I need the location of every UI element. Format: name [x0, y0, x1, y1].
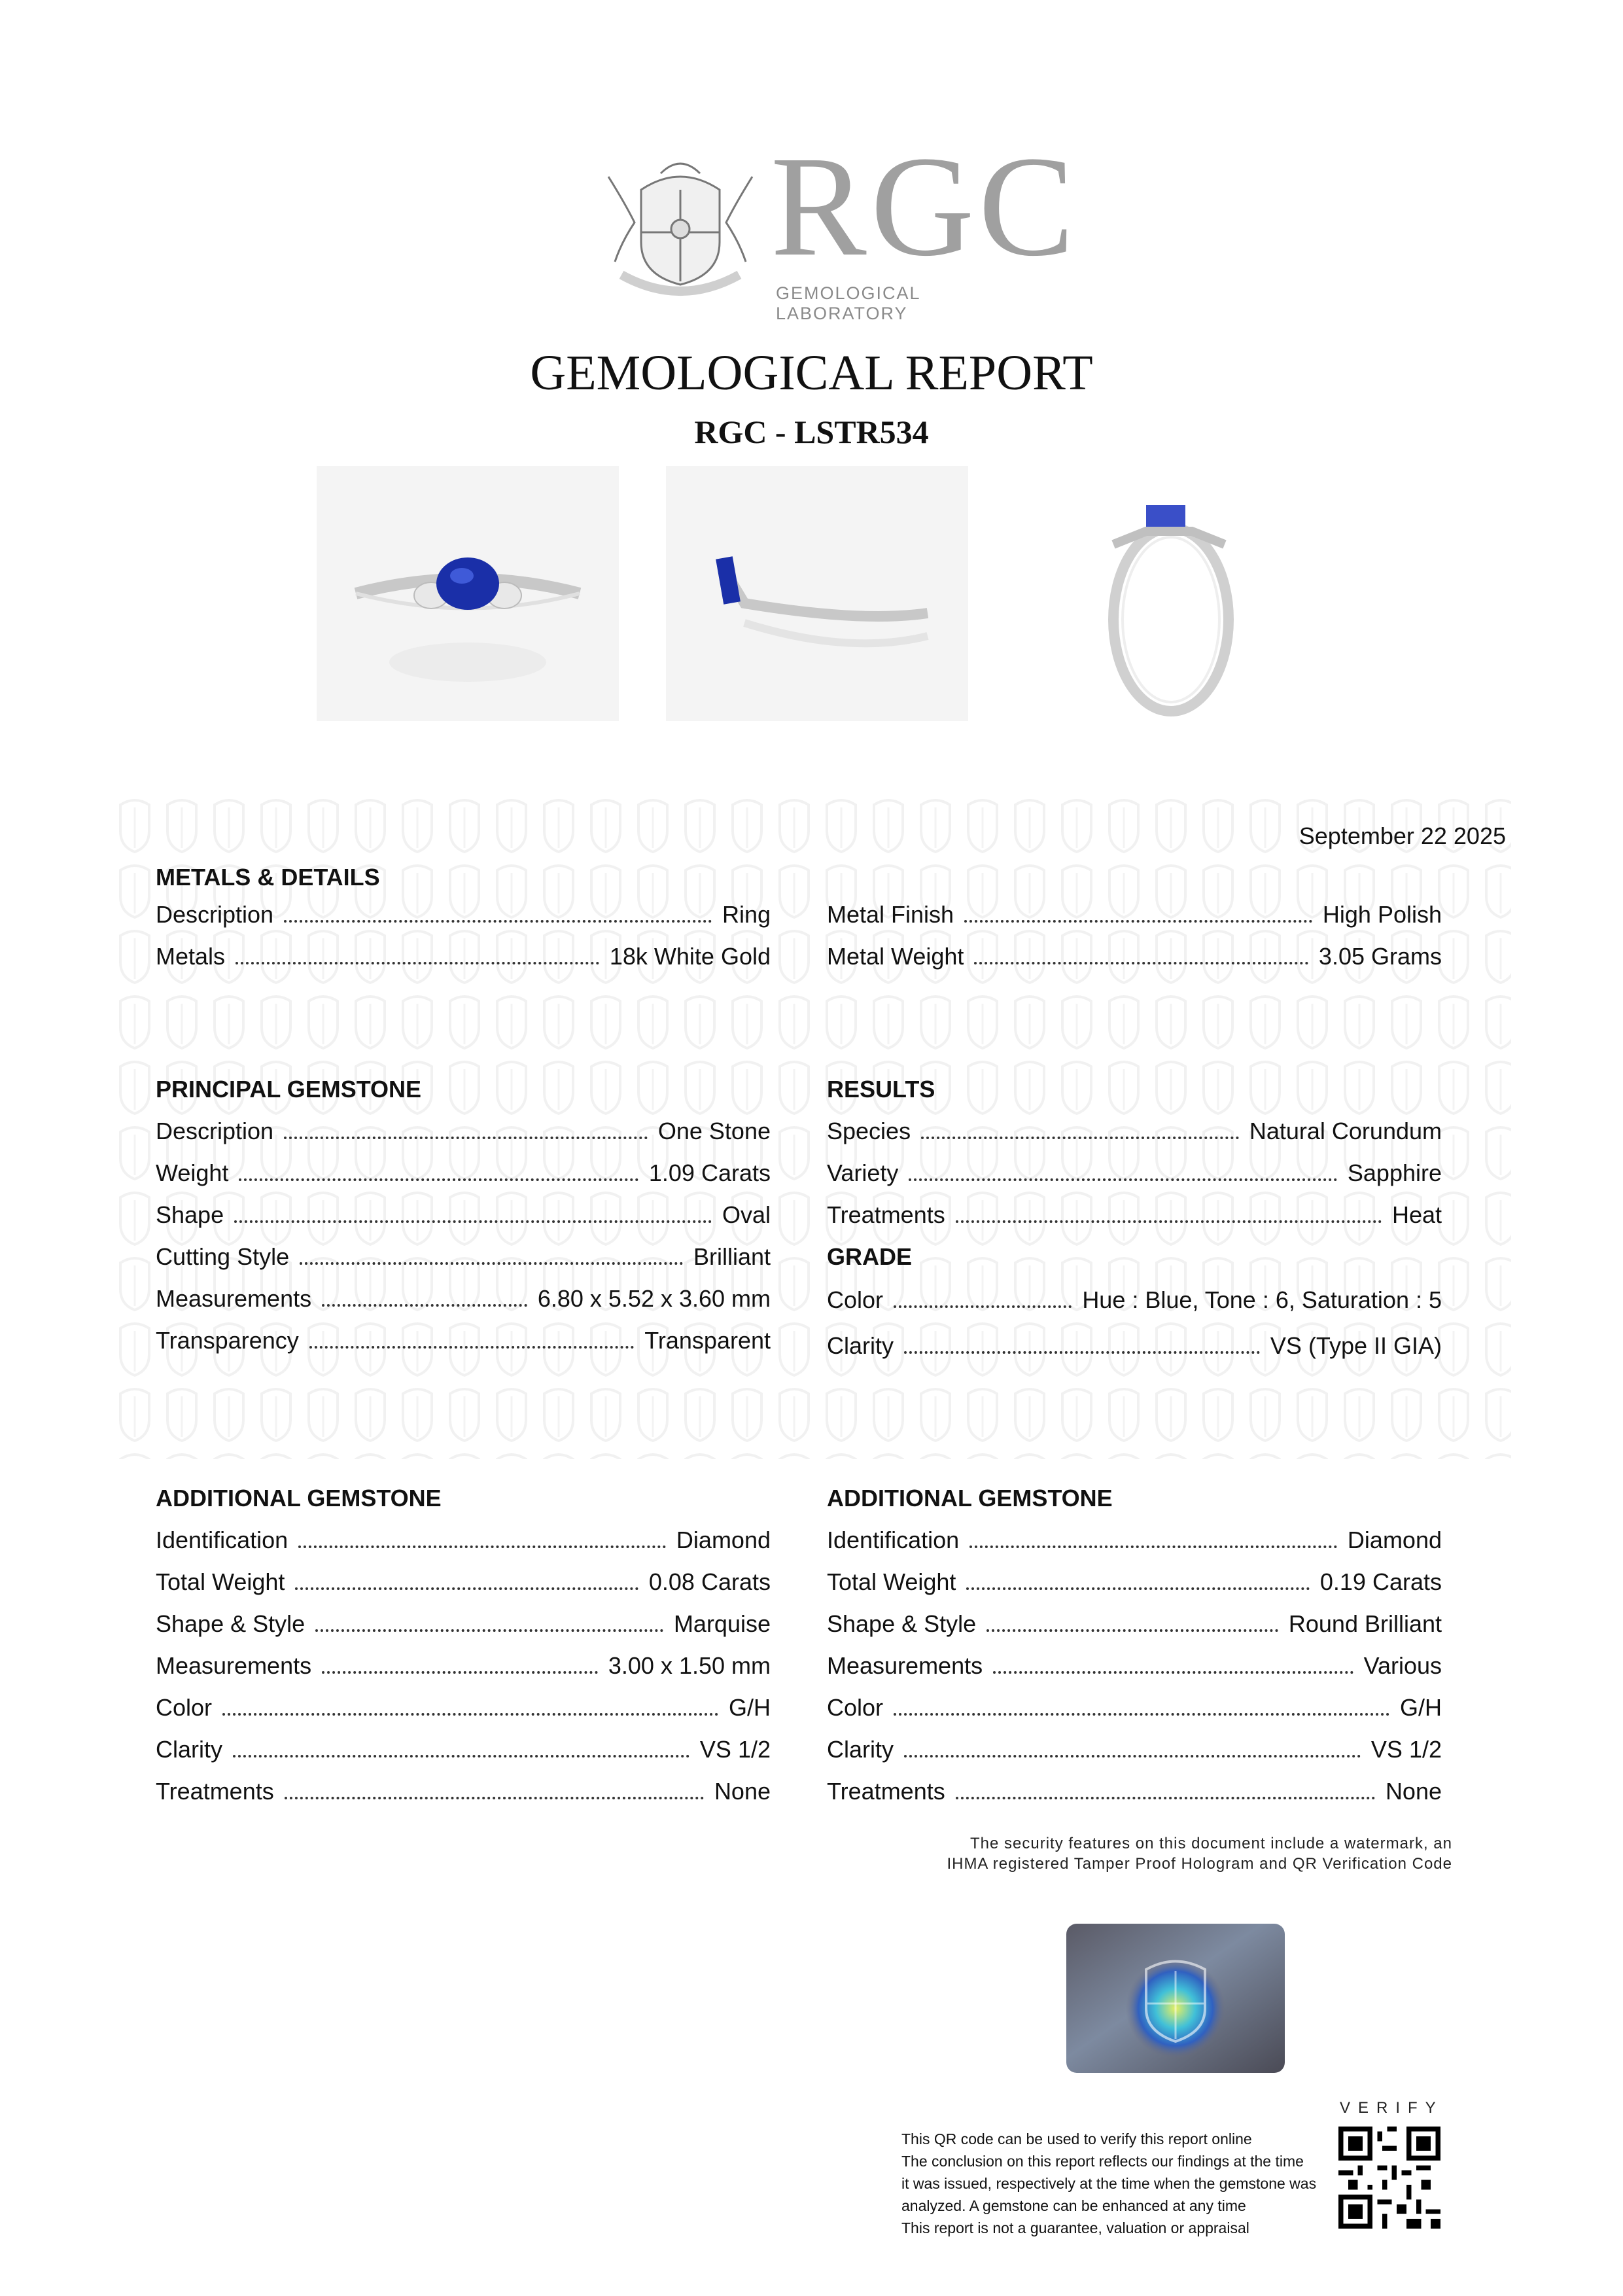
metals-left-list	[156, 900, 771, 983]
additional-heading: ADDITIONAL GEMSTONE	[156, 1485, 442, 1511]
metals-right-list	[827, 900, 1442, 983]
list-item	[156, 942, 771, 983]
field-label: Total Weight	[156, 1568, 285, 1595]
list-item	[827, 1200, 1442, 1242]
field-value: G/H	[1399, 1694, 1442, 1721]
field-label: Weight	[156, 1159, 229, 1186]
list-item	[156, 1776, 771, 1818]
results-heading: RESULTS	[827, 1076, 935, 1103]
ring-front-photo	[317, 466, 619, 721]
ring-side-photo	[666, 466, 968, 721]
field-label: Metal Weight	[827, 943, 964, 970]
list-item	[156, 1735, 771, 1776]
list-item	[827, 1116, 1442, 1158]
field-label: Clarity	[156, 1736, 223, 1763]
field-value: Brilliant	[693, 1243, 771, 1270]
field-label: Species	[827, 1118, 911, 1144]
results-section	[827, 1074, 1442, 1373]
field-value: 1.09 Carats	[648, 1159, 771, 1186]
field-label: Shape & Style	[156, 1610, 305, 1637]
list-item	[156, 1116, 771, 1158]
ring-top-photo	[1015, 466, 1318, 721]
field-label: Identification	[156, 1527, 288, 1553]
field-value: 18k White Gold	[609, 943, 771, 970]
field-value: Oval	[722, 1201, 771, 1228]
list-item	[827, 1776, 1442, 1818]
field-value: G/H	[728, 1694, 771, 1721]
logo-wordmark: RGC	[771, 126, 1079, 286]
qr-note-line: it was issued, respectively at the time when the gemstone was	[901, 2175, 1317, 2192]
field-label: Identification	[827, 1527, 960, 1553]
field-value: VS 1/2	[699, 1736, 771, 1763]
list-item	[156, 1242, 771, 1284]
metals-heading: METALS & DETAILS	[156, 864, 380, 891]
qr-note-line: analyzed. A gemstone can be enhanced at any time	[901, 2197, 1246, 2214]
list-item	[156, 1567, 771, 1609]
field-value: Various	[1363, 1652, 1442, 1679]
field-value: One Stone	[657, 1118, 771, 1144]
field-label: Treatments	[827, 1201, 945, 1228]
field-label: Measurements	[156, 1285, 312, 1312]
grade-heading: GRADE	[827, 1243, 913, 1270]
field-value: Ring	[722, 901, 771, 928]
field-value: 3.05 Grams	[1318, 943, 1442, 970]
field-label: Cutting Style	[156, 1243, 290, 1270]
field-label: Treatments	[827, 1778, 945, 1805]
list-item	[827, 900, 1442, 942]
principal-gemstone-section	[156, 1074, 771, 1368]
list-item	[827, 1331, 1442, 1373]
field-label: Color	[156, 1694, 213, 1721]
security-note	[909, 1833, 1452, 1874]
field-value: High Polish	[1322, 901, 1442, 928]
field-label: Color	[827, 1286, 884, 1313]
list-item	[156, 1609, 771, 1651]
list-item	[156, 1651, 771, 1693]
field-label: Color	[827, 1694, 884, 1721]
list-item	[156, 1200, 771, 1242]
field-label: Measurements	[827, 1652, 983, 1679]
list-item	[827, 1285, 1442, 1331]
field-value: None	[1385, 1778, 1442, 1805]
report-date: September 22 2025	[1299, 822, 1506, 849]
qr-note-line: This report is not a guarantee, valuation or appraisal	[901, 2219, 1249, 2236]
field-label: Treatments	[156, 1778, 274, 1805]
list-item	[156, 1284, 771, 1326]
list-item	[827, 1567, 1442, 1609]
report-number: RGC - LSTR534	[694, 414, 929, 450]
list-item	[156, 1525, 771, 1567]
additional-gemstone-left	[156, 1483, 771, 1818]
field-value: VS (Type II GIA)	[1270, 1332, 1442, 1359]
field-label: Transparency	[156, 1327, 299, 1354]
logo-subtitle: GEMOLOGICAL LABORATORY	[776, 283, 920, 323]
list-item	[827, 1609, 1442, 1651]
list-item	[827, 1651, 1442, 1693]
list-item	[156, 900, 771, 942]
list-item	[827, 1693, 1442, 1735]
security-line: The security features on this document include a watermark, an	[970, 1835, 1452, 1852]
qr-note	[901, 2128, 1320, 2239]
report-title: GEMOLOGICAL REPORT	[530, 345, 1093, 400]
field-value: 6.80 x 5.52 x 3.60 mm	[537, 1285, 771, 1312]
field-value: Hue : Blue, Tone : 6, Saturation : 5	[1082, 1286, 1442, 1313]
field-label: Shape	[156, 1201, 224, 1228]
field-value: 0.19 Carats	[1319, 1568, 1442, 1595]
field-label: Measurements	[156, 1652, 312, 1679]
field-value: Diamond	[1347, 1527, 1442, 1553]
field-value: Natural Corundum	[1249, 1118, 1442, 1144]
verify-label: VERIFY	[1340, 2099, 1444, 2117]
qr-note-line: This QR code can be used to verify this report online	[901, 2130, 1252, 2147]
list-item	[156, 1326, 771, 1368]
additional-gemstone-right	[827, 1483, 1442, 1818]
field-value: Marquise	[673, 1610, 771, 1637]
field-value: Diamond	[676, 1527, 771, 1553]
field-value: Round Brilliant	[1288, 1610, 1442, 1637]
field-label: Clarity	[827, 1332, 894, 1359]
list-item	[827, 942, 1442, 983]
field-value: Transparent	[644, 1327, 771, 1354]
list-item	[156, 1158, 771, 1200]
qr-note-line: The conclusion on this report reflects our findings at the time	[901, 2153, 1304, 2170]
principal-heading: PRINCIPAL GEMSTONE	[156, 1076, 422, 1103]
field-label: Clarity	[827, 1736, 894, 1763]
list-item	[827, 1525, 1442, 1567]
crest-logo-icon	[595, 150, 765, 301]
field-label: Metals	[156, 943, 226, 970]
field-label: Variety	[827, 1159, 899, 1186]
field-value: VS 1/2	[1370, 1736, 1442, 1763]
list-item	[827, 1735, 1442, 1776]
additional-heading: ADDITIONAL GEMSTONE	[827, 1485, 1113, 1511]
qr-code-icon[interactable]	[1338, 2127, 1440, 2229]
field-label: Metal Finish	[827, 901, 954, 928]
hologram-icon	[1066, 1924, 1285, 2073]
field-value: Sapphire	[1347, 1159, 1442, 1186]
field-value: 3.00 x 1.50 mm	[608, 1652, 771, 1679]
field-value: Heat	[1391, 1201, 1442, 1228]
field-label: Description	[156, 901, 274, 928]
field-label: Description	[156, 1118, 274, 1144]
security-line: IHMA registered Tamper Proof Hologram and QR Verification Code	[947, 1855, 1452, 1873]
field-label: Shape & Style	[827, 1610, 977, 1637]
list-item	[827, 1158, 1442, 1200]
field-value: None	[714, 1778, 771, 1805]
field-label: Total Weight	[827, 1568, 956, 1595]
field-value: 0.08 Carats	[648, 1568, 771, 1595]
list-item	[156, 1693, 771, 1735]
